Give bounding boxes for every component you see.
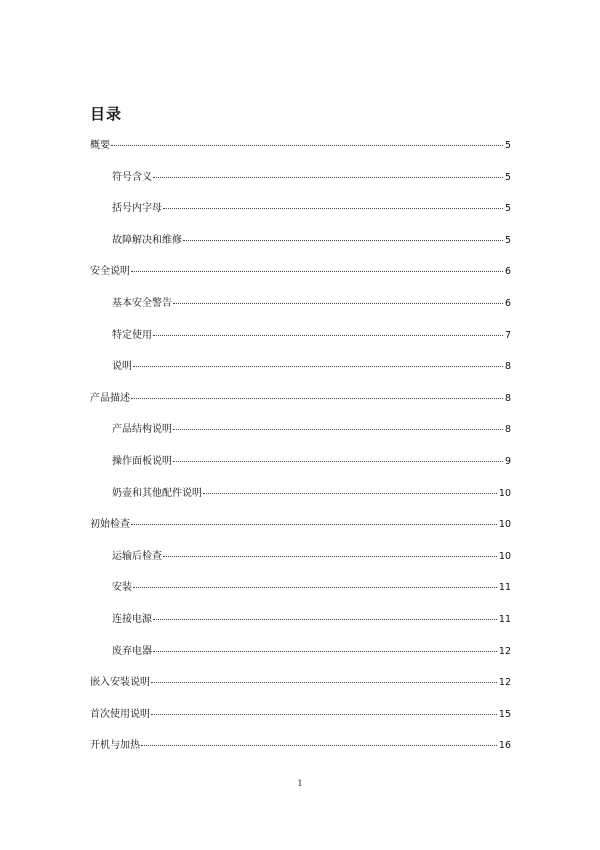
toc-entry-page: 5 <box>504 171 511 183</box>
toc-entry[interactable] <box>90 392 511 424</box>
toc-leader-dots <box>151 714 497 715</box>
toc-entry-label: 开机与加热 <box>90 740 140 752</box>
toc-entry-label: 首次使用说明 <box>90 708 150 720</box>
toc-entry-page: 12 <box>498 645 511 657</box>
page-number: 1 <box>297 779 303 788</box>
toc-leader-dots <box>133 366 503 367</box>
toc-entry-label: 奶壶和其他配件说明 <box>112 487 202 499</box>
toc-leader-dots <box>173 303 503 304</box>
toc-entry-page: 10 <box>498 487 511 499</box>
toc-entry-label: 括号内字母 <box>112 203 162 215</box>
toc-entry[interactable] <box>90 487 511 519</box>
toc-entry-page: 6 <box>504 266 511 278</box>
toc-leader-dots <box>153 651 497 652</box>
toc-entry-page: 12 <box>498 677 511 689</box>
toc-list <box>90 139 511 771</box>
toc-entry-label: 基本安全警告 <box>112 297 172 309</box>
toc-entry-label: 初始检查 <box>90 519 130 531</box>
toc-leader-dots <box>151 682 497 683</box>
toc-entry[interactable] <box>90 645 511 677</box>
toc-entry-label: 说明 <box>112 361 132 373</box>
toc-entry[interactable] <box>90 613 511 645</box>
toc-entry-label: 产品结构说明 <box>112 424 172 436</box>
toc-entry-page: 10 <box>498 550 511 562</box>
toc-entry[interactable] <box>90 297 511 329</box>
toc-entry[interactable] <box>90 265 511 297</box>
toc-leader-dots <box>173 461 503 462</box>
toc-entry-page: 9 <box>504 455 511 467</box>
toc-leader-dots <box>183 240 503 241</box>
toc-leader-dots <box>163 556 497 557</box>
toc-entry-label: 废弃电器 <box>112 645 152 657</box>
toc-entry-page: 15 <box>498 708 511 720</box>
toc-entry-page: 5 <box>504 203 511 215</box>
toc-leader-dots <box>153 335 503 336</box>
toc-entry[interactable] <box>90 581 511 613</box>
toc-leader-dots <box>141 745 497 746</box>
toc-entry[interactable] <box>90 708 511 740</box>
toc-title: 目录 <box>90 105 123 123</box>
toc-entry-page: 7 <box>504 329 511 341</box>
toc-entry[interactable] <box>90 202 511 234</box>
toc-leader-dots <box>131 398 503 399</box>
toc-entry-label: 特定使用 <box>112 329 152 341</box>
toc-entry[interactable] <box>90 518 511 550</box>
toc-leader-dots <box>111 145 503 146</box>
toc-entry[interactable] <box>90 423 511 455</box>
toc-entry-page: 6 <box>504 297 511 309</box>
toc-entry-label: 操作面板说明 <box>112 455 172 467</box>
toc-entry-page: 11 <box>498 613 511 625</box>
toc-entry[interactable] <box>90 329 511 361</box>
toc-entry[interactable] <box>90 139 511 171</box>
toc-leader-dots <box>153 177 503 178</box>
toc-entry-label: 符号含义 <box>112 171 152 183</box>
toc-entry[interactable] <box>90 676 511 708</box>
toc-entry-page: 8 <box>504 361 511 373</box>
toc-entry[interactable] <box>90 455 511 487</box>
toc-leader-dots <box>131 271 503 272</box>
toc-leader-dots <box>203 493 497 494</box>
toc-entry-label: 运输后检查 <box>112 550 162 562</box>
toc-leader-dots <box>173 429 503 430</box>
toc-leader-dots <box>153 619 497 620</box>
toc-entry-label: 故障解决和维修 <box>112 234 182 246</box>
toc-leader-dots <box>131 524 497 525</box>
toc-entry[interactable] <box>90 550 511 582</box>
toc-entry-label: 安全说明 <box>90 266 130 278</box>
toc-entry-page: 8 <box>504 392 511 404</box>
toc-entry-page: 11 <box>498 582 511 594</box>
toc-leader-dots <box>163 208 503 209</box>
toc-entry-label: 概要 <box>90 140 110 151</box>
toc-entry-label: 安装 <box>112 582 132 594</box>
toc-entry-label: 连接电源 <box>112 613 152 625</box>
toc-entry[interactable] <box>90 171 511 203</box>
toc-entry-page: 16 <box>498 740 511 752</box>
toc-entry[interactable] <box>90 360 511 392</box>
toc-entry-page: 8 <box>504 424 511 436</box>
toc-entry-page: 5 <box>504 140 511 151</box>
toc-entry-label: 嵌入安装说明 <box>90 677 150 689</box>
toc-entry[interactable] <box>90 739 511 771</box>
toc-entry-page: 10 <box>498 519 511 531</box>
toc-entry-page: 5 <box>504 234 511 246</box>
toc-entry-label: 产品描述 <box>90 392 130 404</box>
toc-leader-dots <box>133 587 497 588</box>
toc-entry[interactable] <box>90 234 511 266</box>
